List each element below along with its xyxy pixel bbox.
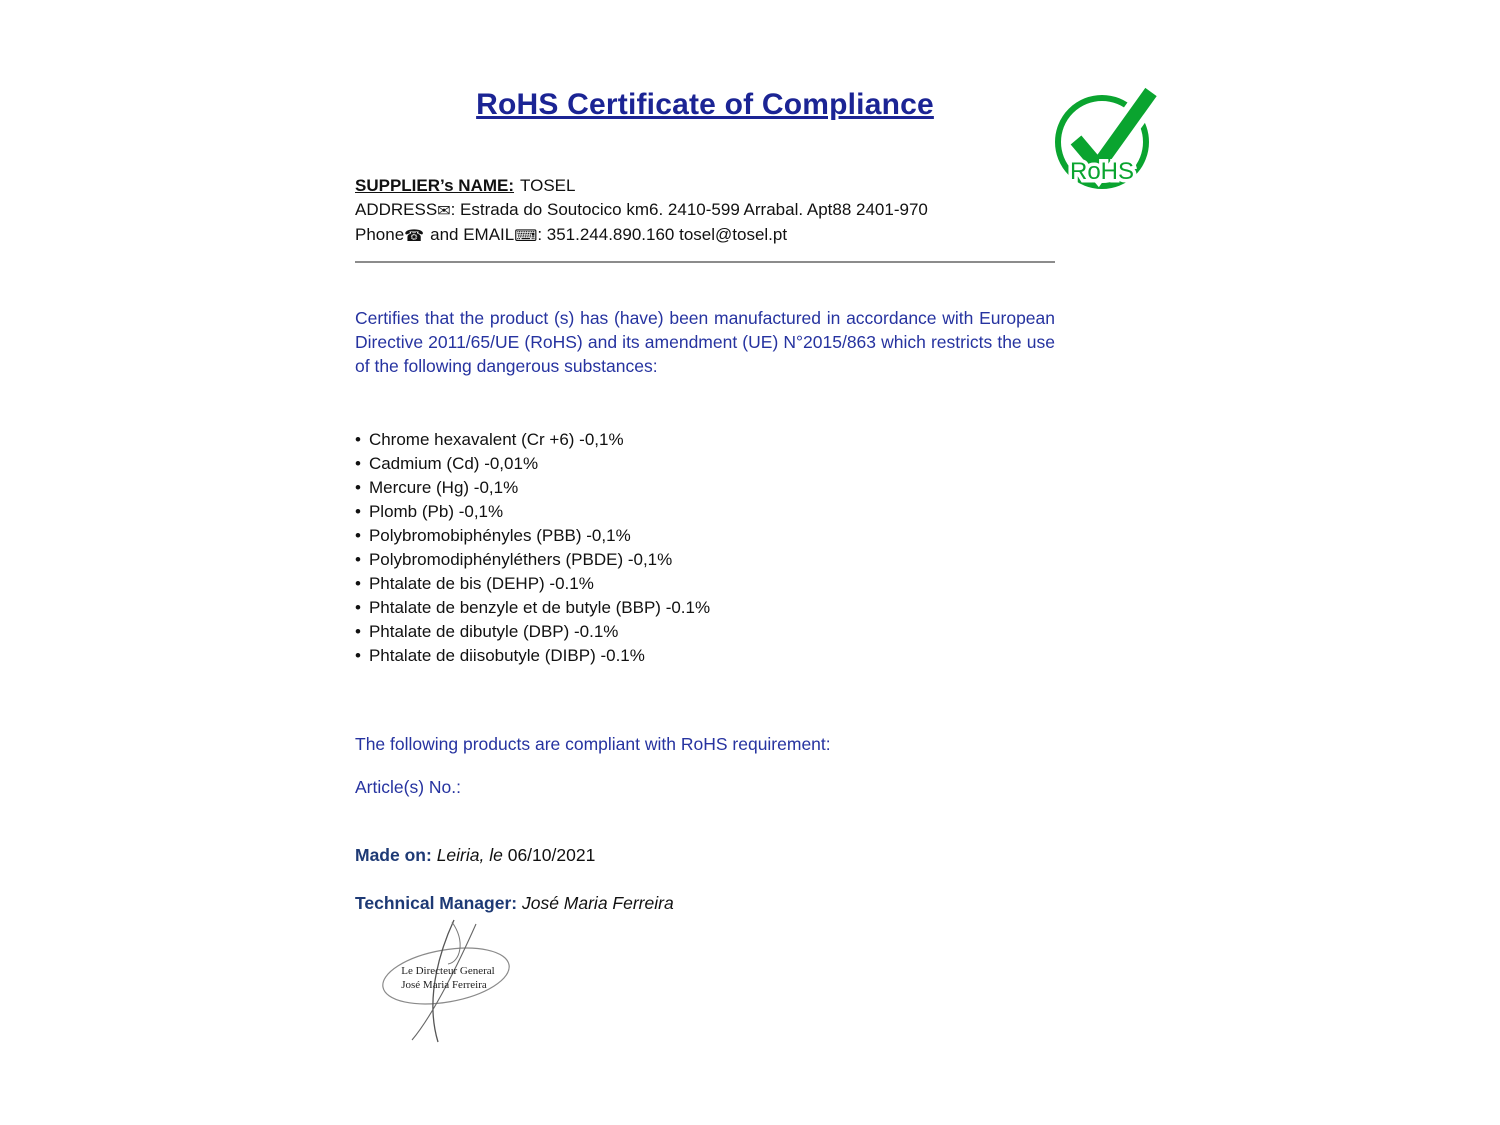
list-item: • Phtalate de benzyle et de butyle (BBP) -0.1%	[355, 596, 710, 620]
list-item: • Polybromobiphényles (PBB) -0,1%	[355, 524, 710, 548]
list-item: • Plomb (Pb) -0,1%	[355, 500, 710, 524]
list-item: • Phtalate de bis (DEHP) -0.1%	[355, 572, 710, 596]
list-item: • Chrome hexavalent (Cr +6) -0,1%	[355, 428, 710, 452]
list-item: • Phtalate de dibutyle (DBP) -0.1%	[355, 620, 710, 644]
list-item: • Polybromodiphényléthers (PBDE) -0,1%	[355, 548, 710, 572]
divider-line	[355, 261, 1055, 263]
supplier-contact-line	[355, 223, 928, 248]
made-on-place: Leiria, le	[436, 845, 503, 865]
compliance-statement: The following products are compliant with RoHS requirement:	[355, 734, 831, 754]
title-wrap	[355, 88, 1055, 122]
phone-icon: ☎	[404, 228, 425, 245]
supplier-block	[355, 174, 928, 248]
certification-paragraph: Certifies that the product (s) has (have) been manufactured in accordance with European Directive 2011/65/UE (RoHS) and its amendment (UE) N°2015/863 which restricts the use of the following dangerous substances:	[355, 308, 1055, 376]
email-join: and EMAIL	[430, 225, 515, 244]
made-on-date: 06/10/2021	[507, 845, 596, 865]
article-number-label: Article(s) No.:	[355, 777, 461, 797]
phone-label: Phone	[355, 225, 405, 244]
page-title: RoHS Certificate of Compliance	[476, 88, 934, 121]
signature-icon	[356, 918, 541, 1048]
supplier-name-line	[355, 174, 928, 198]
rohs-check-icon	[1048, 78, 1160, 196]
made-on-label: Made on:	[355, 845, 432, 865]
rohs-logo	[1048, 78, 1160, 196]
envelope-icon: ✉	[437, 203, 451, 220]
technical-manager-label: Technical Manager:	[355, 893, 518, 913]
address-label: ADDRESS	[355, 200, 438, 219]
supplier-address-line	[355, 198, 928, 223]
signature-title: Le Directeur General	[401, 965, 495, 977]
made-on-line	[355, 845, 595, 866]
substances-list	[355, 428, 710, 668]
address-value: : Estrada do Soutocico km6. 2410-599 Arrabal. Apt88 2401-970	[450, 200, 928, 219]
list-item: • Cadmium (Cd) -0,01%	[355, 452, 710, 476]
supplier-name-value: TOSEL	[520, 176, 576, 195]
technical-manager-name: José Maria Ferreira	[521, 893, 674, 913]
supplier-name-label: SUPPLIER’s NAME:	[355, 176, 515, 195]
technical-manager-line	[355, 893, 674, 914]
computer-icon: ⌨	[514, 228, 538, 245]
rohs-logo-label: RoHS	[1069, 158, 1135, 185]
contact-value: : 351.244.890.160 tosel@tosel.pt	[537, 225, 788, 244]
signature-block	[356, 918, 541, 1048]
list-item: • Mercure (Hg) -0,1%	[355, 476, 710, 500]
list-item: • Phtalate de diisobutyle (DIBP) -0.1%	[355, 644, 710, 668]
signature-name: José Maria Ferreira	[401, 979, 487, 991]
